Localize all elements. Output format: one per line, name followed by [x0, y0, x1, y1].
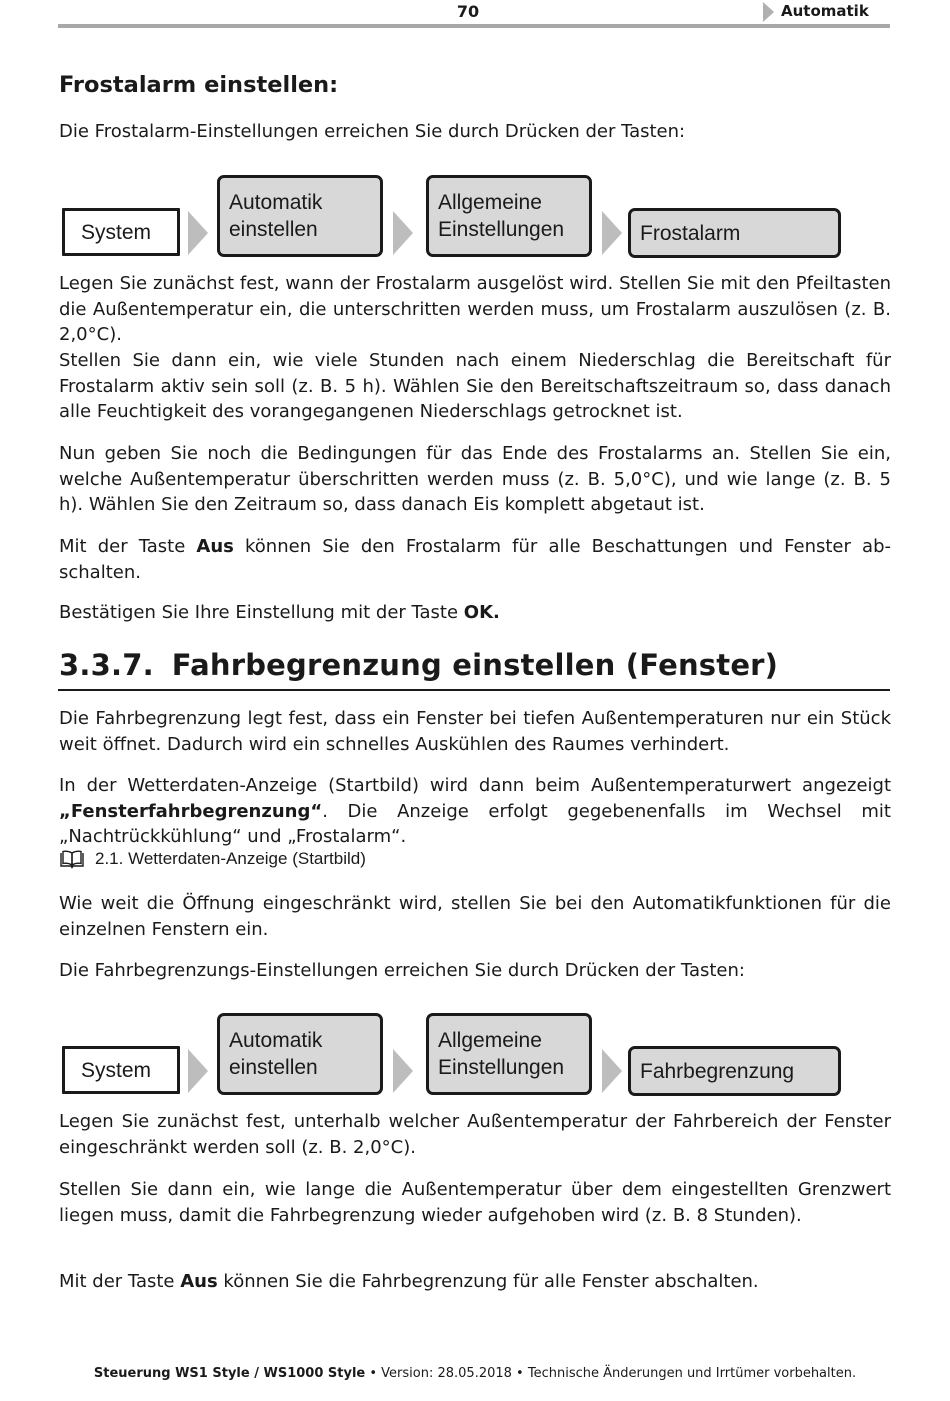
fahr-intro: Die Fahrbegrenzungs-Einstellungen erreichen Sie durch Drücken der Tasten:	[59, 960, 745, 981]
cross-reference-text: 2.1. Wetterdaten-Anzeige (Startbild)	[95, 849, 366, 868]
frost-paragraph-4: Mit der Taste Aus können Sie den Frostalarm für alle Beschattungen und Fenster abschalten.	[59, 536, 891, 583]
frost-paragraph-3: Nun geben Sie noch die Bedingungen für das Ende des Frostalarms an. Stellen Sie ein, welche Außentemperatur überschritten werden muss (z. B. 5,0°C), und wie lange (z. B. 5 h). Wählen Sie den Zeitraum so, dass danach Eis komplett abgetaut ist.	[59, 443, 891, 515]
section-heading-rule	[58, 689, 890, 691]
key-automatik-einstellen: Automatik einstellen	[217, 1013, 383, 1095]
frost-heading: Frostalarm einstellen:	[59, 72, 339, 98]
arrow-right-icon	[188, 211, 208, 255]
arrow-right-icon	[393, 1049, 413, 1093]
frost-intro: Die Frostalarm-Einstellungen erreichen Sie durch Drücken der Tasten:	[59, 121, 686, 142]
fahr-paragraph-6: Mit der Taste Aus können Sie die Fahrbegrenzung für alle Fenster abschalten.	[59, 1271, 759, 1292]
arrow-right-icon	[602, 1049, 622, 1093]
fahr-key-sequence	[0, 1013, 950, 1108]
key-fahrbegrenzung: Fahrbegrenzung	[628, 1046, 841, 1096]
book-icon	[59, 849, 85, 869]
fahr-paragraph-2: In der Wetterdaten-Anzeige (Startbild) wird dann beim Außentemperaturwert angezeigt „Fensterfahrbegrenzung“. Die Anzeige erfolgt gegebenenfalls im Wechsel mit „Nachtrückkühlung“ und „Frostalarm“.	[59, 775, 891, 847]
key-allgemeine-einstellungen: Allgemeine Einstellungen	[426, 1013, 592, 1095]
page-number: 70	[456, 2, 480, 21]
key-system: System	[62, 1046, 180, 1094]
key-allgemeine-einstellungen: Allgemeine Einstellungen	[426, 175, 592, 257]
frost-paragraph-1: Legen Sie zunächst fest, wann der Frostalarm ausgelöst wird. Stellen Sie mit den Pfeiltasten die Außentemperatur ein, die unterschritten werden muss, um Frostalarm auszulösen (z. B. 2,0°C).	[59, 273, 891, 345]
header-section: Automatik	[781, 2, 869, 20]
header-arrow-icon	[763, 2, 774, 22]
arrow-right-icon	[602, 211, 622, 255]
fahr-paragraph-4: Legen Sie zunächst fest, unterhalb welcher Außentemperatur der Fahrbereich der Fenster eingeschränkt werden soll (z. B. 2,0°C).	[59, 1111, 891, 1158]
key-frostalarm: Frostalarm	[628, 208, 841, 258]
fahr-paragraph-1: Die Fahrbegrenzung legt fest, dass ein Fenster bei tiefen Außentemperaturen nur ein Stück weit öffnet. Dadurch wird ein schnelles Auskühlen des Raumes verhindert.	[59, 708, 891, 755]
arrow-right-icon	[393, 211, 413, 255]
fahr-paragraph-5: Stellen Sie dann ein, wie lange die Außentemperatur über dem eingestellten Grenzwert liegen muss, damit die Fahrbegrenzung wieder aufgehoben wird (z. B. 8 Stunden).	[59, 1179, 891, 1226]
key-automatik-einstellen: Automatik einstellen	[217, 175, 383, 257]
frost-key-sequence	[0, 175, 950, 270]
page-footer: Steuerung WS1 Style / WS1000 Style • Version: 28.05.2018 • Technische Änderungen und Irrtümer vorbehalten.	[93, 1366, 857, 1381]
fahr-paragraph-3: Wie weit die Öffnung eingeschränkt wird, stellen Sie bei den Automatikfunktionen für die einzelnen Fenstern ein.	[59, 893, 891, 940]
header-rule	[58, 24, 890, 28]
cross-reference[interactable]	[59, 849, 366, 869]
frost-paragraph-5: Bestätigen Sie Ihre Einstellung mit der Taste OK.	[59, 602, 500, 623]
section-heading: 3.3.7. Fahrbegrenzung einstellen (Fenster)	[59, 648, 779, 682]
frost-paragraph-2: Stellen Sie dann ein, wie viele Stunden nach einem Niederschlag die Bereitschaft für Frostalarm aktiv sein soll (z. B. 5 h). Wählen Sie den Bereitschaftszeitraum so, dass danach alle Feuchtigkeit des vorangegangenen Niederschlags getrocknet ist.	[59, 350, 891, 422]
key-system: System	[62, 208, 180, 256]
arrow-right-icon	[188, 1049, 208, 1093]
